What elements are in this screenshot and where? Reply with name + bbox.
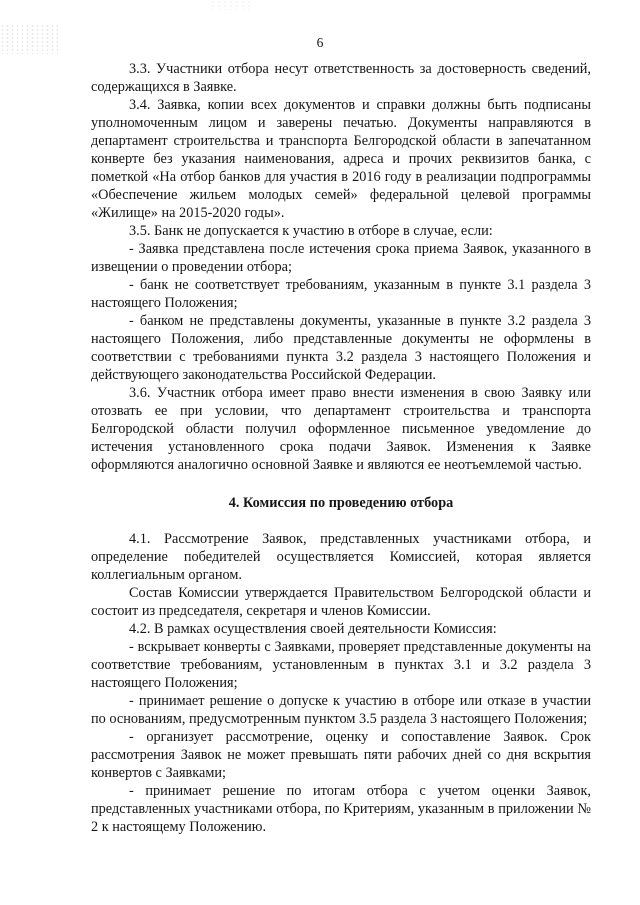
- page-number: 6: [316, 35, 324, 50]
- document-body: [91, 60, 591, 836]
- paragraph-4-1-composition: Состав Комиссии утверждается Правительством Белгородской области и состоит из председателя, секретаря и членов Комиссии.: [91, 585, 591, 619]
- paragraph-3-5-item-3: - банком не представлены документы, указанные в пункте 3.2 раздела 3 настоящего Положения, либо представленные документы не оформлены в соответствии с требованиями пункта 3.2 раздела 3 настоящего Положения и действующего законодательства Российской Федерации.: [91, 313, 591, 383]
- spacer: [91, 512, 591, 530]
- paragraph-4-2-item-3: - организует рассмотрение, оценку и сопоставление Заявок. Срок рассмотрения Заявок не может превышать пяти рабочих дней со дня вскрытия конвертов с Заявками;: [91, 729, 591, 781]
- paragraph-4-2: 4.2. В рамках осуществления своей деятельности Комиссия:: [129, 621, 497, 637]
- paragraph-3-6: 3.6. Участник отбора имеет право внести изменения в свою Заявку или отозвать ее при условии, что департамент строительства и транспорта Белгородской области получил оформленное письменное уведомление до истечения установленного срока подачи Заявок. Изменения к Заявке оформляются аналогично основной Заявке и являются ее неотъемлемой частью.: [91, 385, 591, 473]
- paragraph-4-2-item-1: - вскрывает конверты с Заявками, проверяет представленные документы на соответствие требованиям, установленным в пунктах 3.1 и 3.2 раздела 3 настоящего Положения;: [91, 639, 591, 691]
- scan-noise: [210, 0, 250, 10]
- paragraph-4-2-item-4: - принимает решение по итогам отбора с учетом оценки Заявок, представленных участниками отбора, по Критериям, указанным в приложении № 2 к настоящему Положению.: [91, 783, 591, 835]
- paragraph-3-5: 3.5. Банк не допускается к участию в отборе в случае, если:: [129, 223, 493, 239]
- paragraph-3-5-item-1: - Заявка представлена после истечения срока приема Заявок, указанного в извещении о проведении отбора;: [91, 241, 591, 275]
- paragraph-4-1: 4.1. Рассмотрение Заявок, представленных участниками отбора, и определение победителей осуществляется Комиссией, которая является коллегиальным органом.: [91, 531, 591, 583]
- paragraph-3-4: 3.4. Заявка, копии всех документов и справки должны быть подписаны уполномоченным лицом и заверены печатью. Документы направляются в департамент строительства и транспорта Белгородской области в запечатанном конверте без указания наименования, адреса и прочих реквизитов банка, с пометкой «На отбор банков для участия в 2016 году в реализации подпрограммы «Обеспечение жильем молодых семей» федеральной целевой программы «Жилище» на 2015-2020 годы».: [91, 97, 591, 221]
- spacer: [91, 474, 591, 494]
- section-heading: 4. Комиссия по проведению отбора: [228, 495, 454, 511]
- paragraph-3-5-item-2: - банк не соответствует требованиям, указанным в пункте 3.1 раздела 3 настоящего Положения;: [91, 277, 591, 311]
- paragraph-4-2-item-2: - принимает решение о допуске к участию в отборе или отказе в участии по основаниям, предусмотренным пунктом 3.5 раздела 3 настоящего Положения;: [91, 693, 591, 727]
- paragraph-3-3: 3.3. Участники отбора несут ответственность за достоверность сведений, содержащихся в Заявке.: [91, 61, 591, 95]
